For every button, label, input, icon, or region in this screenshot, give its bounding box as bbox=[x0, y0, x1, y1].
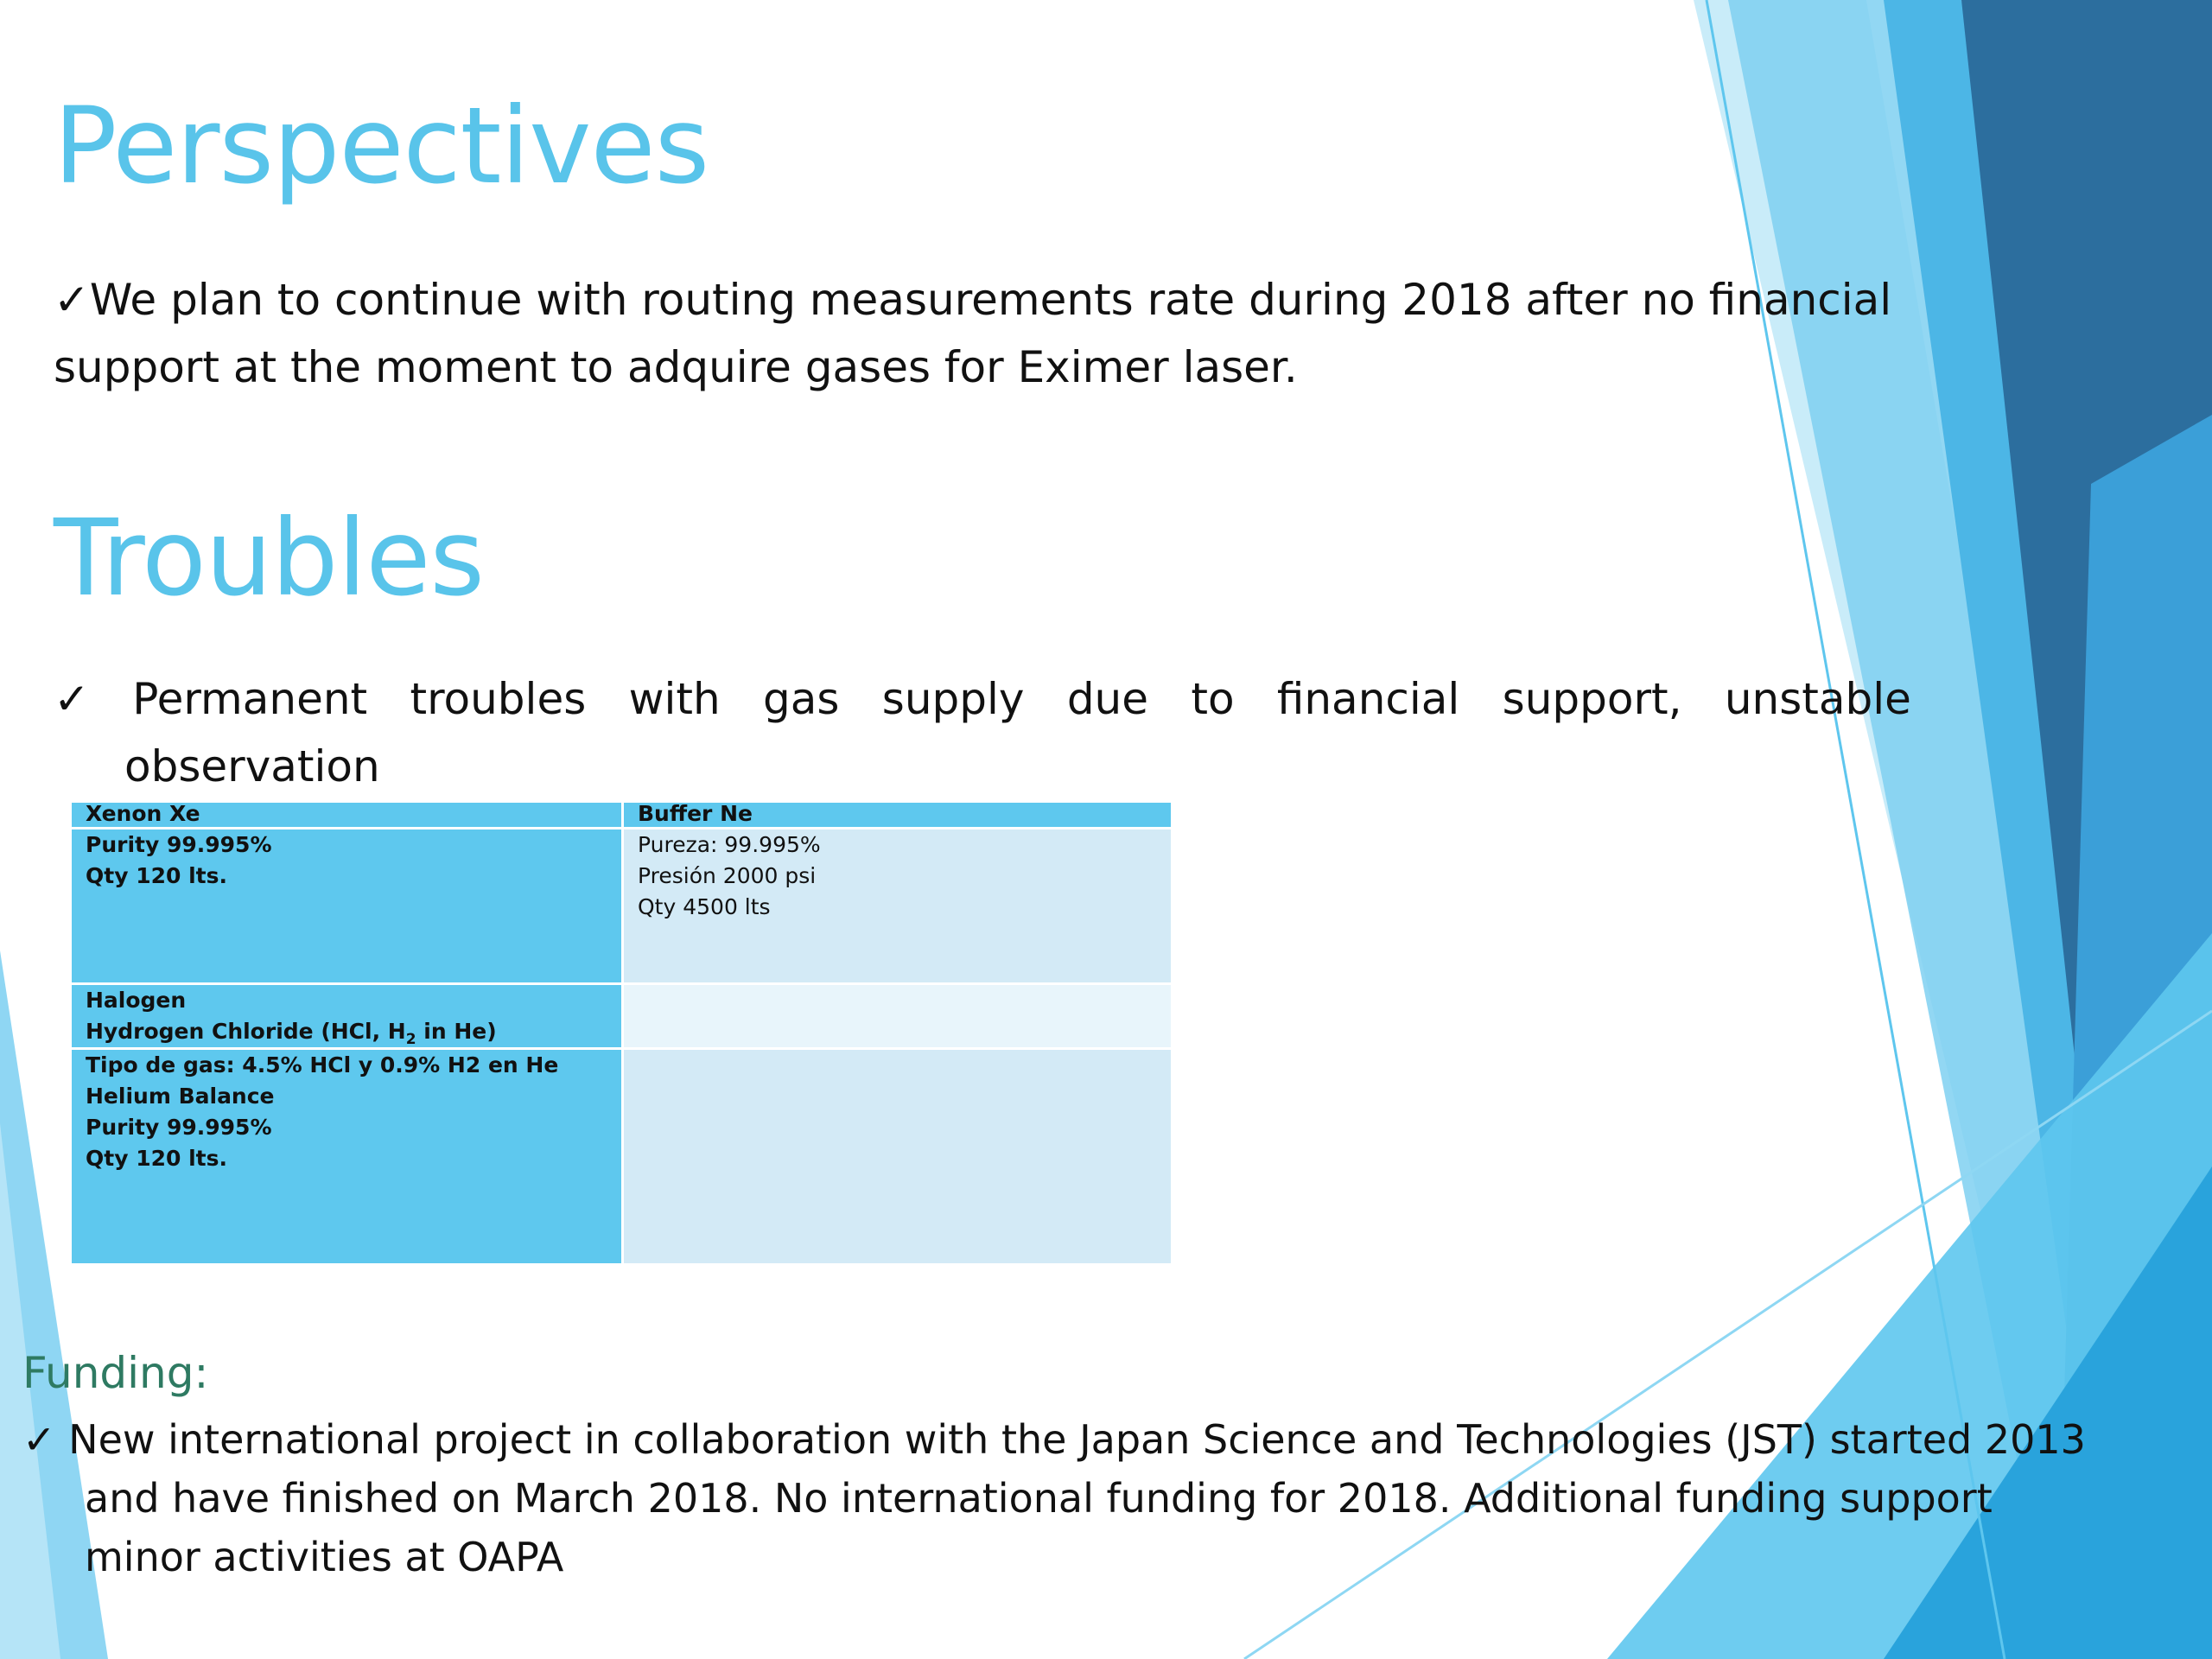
gas-supply-table bbox=[69, 800, 1173, 1266]
troubles-word: support, bbox=[1502, 674, 1682, 724]
empty-cell bbox=[623, 1049, 1173, 1265]
halogen-name-prefix: Hydrogen Chloride (HCl, H bbox=[86, 1019, 406, 1044]
checkmark-icon: ✓ bbox=[22, 1416, 56, 1463]
troubles-word: supply bbox=[881, 674, 1025, 724]
xenon-qty: Qty 120 lts. bbox=[86, 863, 227, 888]
troubles-word: unstable bbox=[1724, 674, 1911, 724]
troubles-heading: Troubles bbox=[54, 497, 484, 620]
empty-cell bbox=[623, 984, 1173, 1049]
table-header-buffer-ne: Buffer Ne bbox=[623, 802, 1173, 829]
halogen-balance: Helium Balance bbox=[86, 1084, 275, 1109]
halogen-purity: Purity 99.995% bbox=[86, 1115, 272, 1140]
funding-line-3: minor activities at OAPA bbox=[85, 1534, 564, 1580]
table-row bbox=[71, 829, 1173, 984]
troubles-line-2: observation bbox=[124, 741, 380, 791]
perspectives-paragraph bbox=[54, 266, 1937, 401]
troubles-word: due bbox=[1066, 674, 1149, 724]
troubles-word: Permanent bbox=[132, 674, 368, 724]
halogen-details-cell bbox=[71, 1049, 623, 1265]
perspectives-text: We plan to continue with routing measurements rate during 2018 after no financial support at the moment to adquire gases for Eximer laser. bbox=[54, 275, 1892, 392]
funding-text-1: New international project in collaboration with the Japan Science and Technologies (JST) started 2013 bbox=[55, 1416, 2086, 1463]
neon-cell bbox=[623, 829, 1173, 984]
funding-paragraph bbox=[22, 1410, 2131, 1586]
troubles-word: with bbox=[628, 674, 721, 724]
halogen-tipo: Tipo de gas: 4.5% HCl y 0.9% H2 en He bbox=[86, 1052, 559, 1077]
table-row bbox=[71, 984, 1173, 1049]
troubles-word: financial bbox=[1276, 674, 1460, 724]
table-header-xenon: Xenon Xe bbox=[71, 802, 623, 829]
troubles-paragraph bbox=[54, 665, 1911, 800]
troubles-line-1 bbox=[54, 665, 1911, 733]
table-header-row bbox=[71, 802, 1173, 829]
troubles-word: gas bbox=[763, 674, 840, 724]
neon-pureza: Pureza: 99.995% bbox=[638, 832, 821, 857]
perspectives-heading: Perspectives bbox=[54, 85, 709, 207]
halogen-title-cell bbox=[71, 984, 623, 1049]
neon-qty: Qty 4500 lts bbox=[638, 894, 771, 919]
halogen-qty: Qty 120 lts. bbox=[86, 1146, 227, 1171]
checkmark-icon: ✓ bbox=[54, 674, 90, 724]
halogen-name bbox=[86, 1016, 621, 1047]
funding-line-2: and have finished on March 2018. No international funding for 2018. Additional funding support bbox=[85, 1475, 1993, 1522]
troubles-word: to bbox=[1191, 674, 1235, 724]
funding-title: Funding: bbox=[22, 1348, 209, 1398]
troubles-word: troubles bbox=[410, 674, 587, 724]
halogen-name-subscript: 2 bbox=[405, 1031, 416, 1048]
xenon-purity: Purity 99.995% bbox=[86, 832, 272, 857]
funding-line-1 bbox=[22, 1410, 2131, 1469]
neon-presion: Presión 2000 psi bbox=[638, 863, 817, 888]
table-row bbox=[71, 1049, 1173, 1265]
halogen-title: Halogen bbox=[86, 988, 187, 1013]
xenon-cell bbox=[71, 829, 623, 984]
checkmark-icon: ✓ bbox=[54, 275, 90, 325]
halogen-name-suffix: in He) bbox=[416, 1019, 497, 1044]
